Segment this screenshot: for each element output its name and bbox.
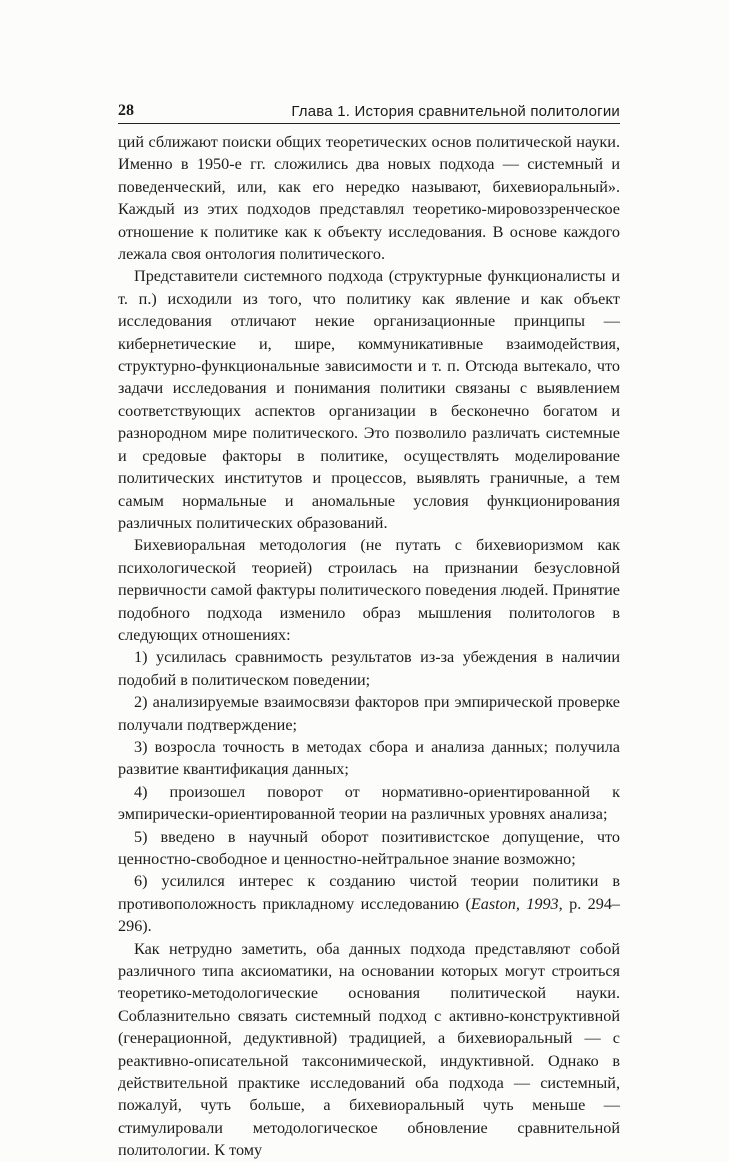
- body-text: [118, 131, 620, 1162]
- page-header: [118, 92, 620, 124]
- citation-pages: p. 294–296).: [118, 894, 620, 936]
- list-item-6: [118, 870, 620, 937]
- paragraph-behavioral-methodology: Бихевиоральная методология (не путать с бихевиоризмом как психологической теорией) строилась на признании безусловной первичности самой фактуры политического поведения людей. Принятие подобного подхода изменило образ мышления политологов в следующих отношениях:: [118, 536, 620, 644]
- list-item: 2) анализируемые взаимосвязи факторов при эмпирической проверке получали подтверждение;: [118, 693, 620, 734]
- paragraph-comparison: Как нетрудно заметить, оба данных подхода представляют собой различного типа аксиоматики, на основании которых могут строиться теоретико-методологические основания политической науки. Соблазнительно связать системный подход с активно-конструктивной (генерационной, дедуктивной) традицией, а бихевиоральный — с реактивно-описательной таксонимической, индуктивной. Однако в действительной практике исследований оба подхода — системный, пожалуй, чуть больше, а бихевиоральный чуть меньше — стимулировали методологическое обновление сравнительной политологии. К тому: [118, 939, 620, 1160]
- citation: Easton, 1993,: [470, 894, 563, 913]
- paragraph-systems-approach: Представители системного подхода (структурные функционалисты и т. п.) исходили из того, что политику как явление и как объект исследования отличают некие организационные принципы — кибернетические и, шире, коммуникативные взаимодействия, структурно-функциональные зависимости и т. п. Отсюда вытекало, что задачи исследования и понимания политики связаны с выявлением соответствующих аспектов организации в бесконечно богатом и разнородном мире политического. Это позволило различать системные и средовые факторы в политике, осуществлять моделирование политических институтов и процессов, выявлять граничные, а тем самым нормальные и аномальные условия функционирования различных политических образований.: [118, 267, 620, 532]
- list-item: 5) введено в научный оборот позитивистское допущение, что ценностно-свободное и ценностно-нейтральное знание возможно;: [118, 827, 620, 868]
- running-head: Глава 1. История сравнительной политологии: [291, 103, 620, 120]
- list-item: 3) возросла точность в методах сбора и анализа данных; получила развитие квантификация данных;: [118, 737, 620, 779]
- list-item: 4) произошел поворот от нормативно-ориентированной к эмпирически-ориентированной теории на различных уровнях анализа;: [118, 782, 620, 824]
- paragraph-continuation: ций сближают поиски общих теоретических основ политической науки. Именно в 1950-е гг. сложились два новых подхода — системный и поведенческий, или, как его нередко называют, бихевиоральный». Каждый из этих подходов представлял теоретико-мировоззренческое отношение к политике как к объекту исследования. В основе каждого лежала своя онтология политического.: [118, 133, 620, 264]
- page-number: 28: [118, 102, 134, 119]
- list-item-6-text: 6) усилился интерес к созданию чистой теории политики в противоположность прикладному исследованию (: [118, 872, 620, 913]
- list-item: 1) усилилась сравнимость результатов из-за убеждения в наличии подобий в политическом поведении;: [118, 648, 620, 689]
